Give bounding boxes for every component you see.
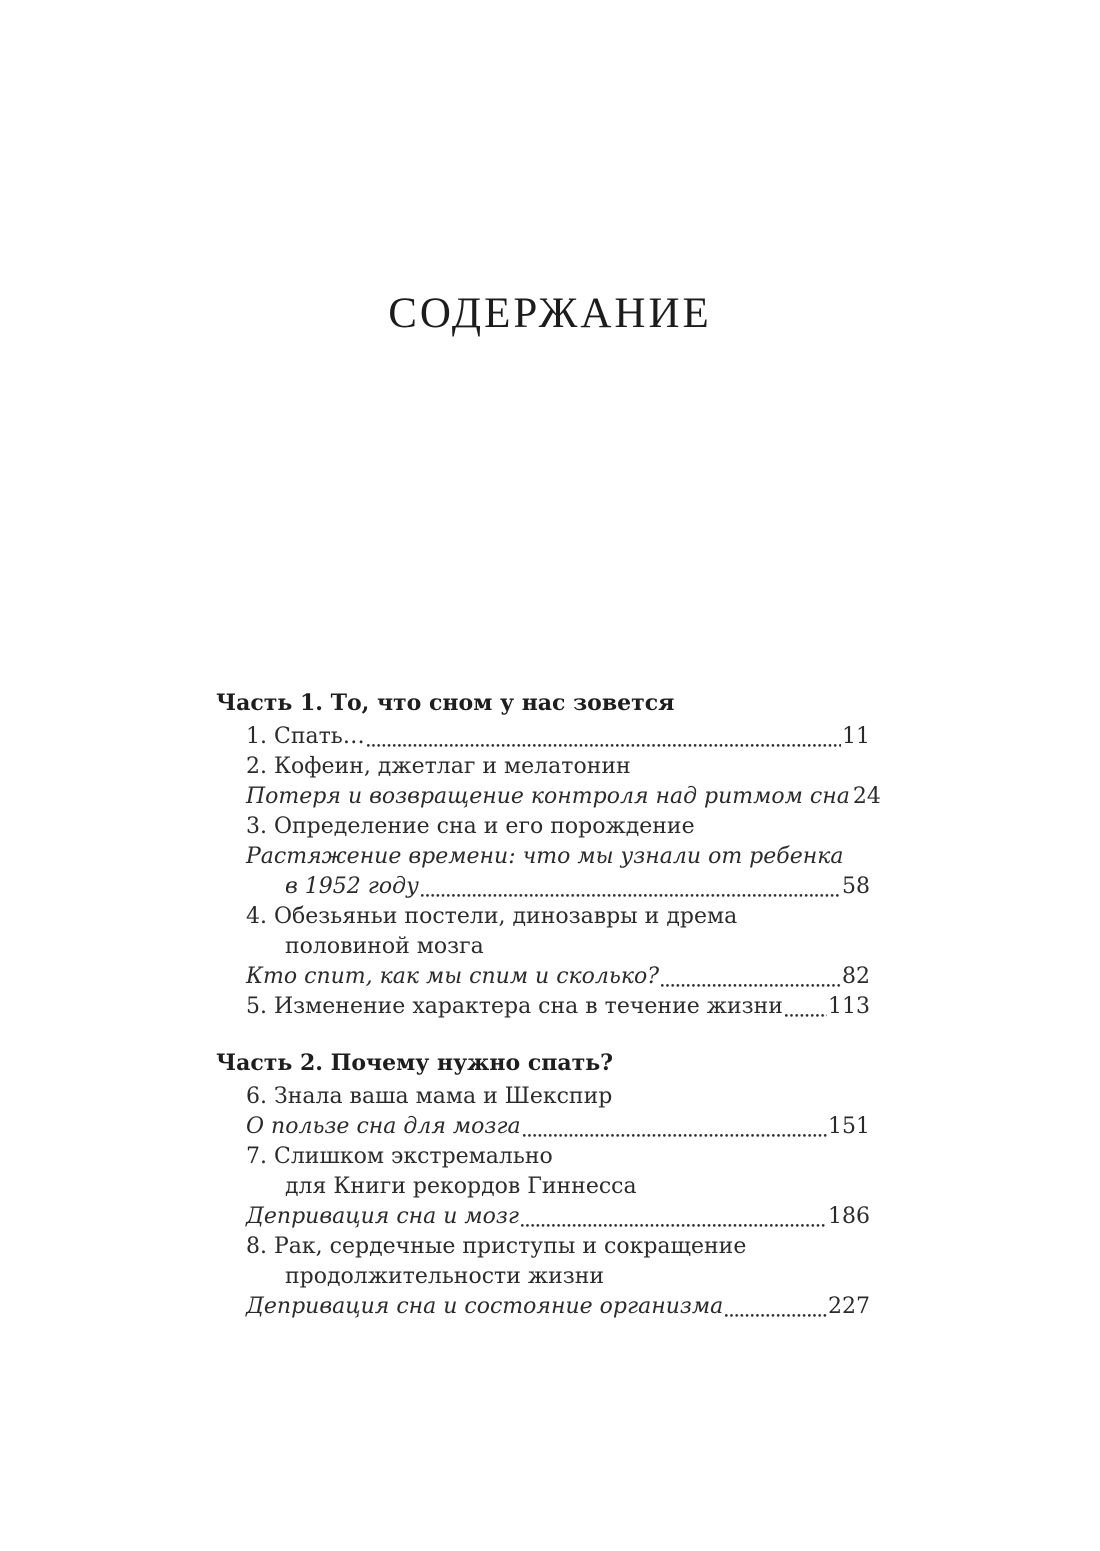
toc: [216, 688, 881, 1322]
toc-page-number: 11: [842, 724, 870, 749]
dot-leader: [421, 894, 841, 897]
toc-page-number: 186: [828, 1204, 870, 1229]
toc-entry: [216, 1082, 870, 1112]
toc-page-number: 82: [842, 964, 870, 989]
toc-page-number: 227: [828, 1294, 870, 1319]
toc-entry: [216, 932, 870, 962]
toc-entry-text: 1. Спать…: [246, 724, 365, 749]
toc-section: [216, 688, 881, 1022]
page-title: СОДЕРЖАНИЕ: [388, 290, 712, 337]
toc-entry-text: 3. Определение сна и его порождение: [246, 814, 695, 839]
dot-leader: [785, 1014, 827, 1017]
toc-entry-text: 6. Знала ваша мама и Шекспир: [246, 1084, 613, 1109]
toc-entry-text: для Книги рекордов Гиннесса: [285, 1174, 637, 1199]
toc-entry: [216, 722, 870, 752]
dot-leader: [367, 744, 841, 747]
toc-entry-text: Растяжение времени: что мы узнали от ребенка: [246, 844, 844, 869]
toc-entry-text: 7. Слишком экстремально: [246, 1144, 553, 1169]
toc-entry: [216, 842, 870, 872]
toc-entry: [216, 1262, 870, 1292]
toc-page-number: 24: [852, 784, 881, 809]
toc-part-header: Часть 2. Почему нужно спать?: [216, 1050, 614, 1076]
toc-entry-text: Депривация сна и мозг: [246, 1204, 520, 1229]
toc-entry: [216, 992, 870, 1022]
toc-entry: [216, 1172, 870, 1202]
toc-entry-text: продолжительности жизни: [285, 1264, 605, 1289]
toc-entry-text: 2. Кофеин, джетлаг и мелатонин: [246, 754, 631, 779]
toc-entry-text: в 1952 году: [285, 874, 419, 899]
toc-entry-text: 8. Рак, сердечные приступы и сокращение: [246, 1234, 747, 1259]
dot-leader: [725, 1314, 827, 1317]
toc-entry: [216, 1292, 870, 1322]
toc-part-header: Часть 1. То, что сном у нас зовется: [216, 690, 675, 716]
toc-entry-text: Кто спит, как мы спим и сколько?: [246, 964, 660, 989]
dot-leader: [521, 1224, 827, 1227]
toc-entry-text: Потеря и возвращение контроля над ритмом сна: [246, 784, 850, 809]
dot-leader: [523, 1134, 827, 1137]
toc-entry: [216, 1142, 870, 1172]
toc-entry-text: Депривация сна и состояние организма: [246, 1294, 724, 1319]
toc-entry: [216, 1232, 870, 1262]
toc-entry-text: О пользе сна для мозга: [246, 1114, 521, 1139]
toc-page-number: 58: [842, 874, 870, 899]
toc-entry-text: 4. Обезьяньи постели, динозавры и дрема: [246, 904, 738, 929]
dot-leader: [661, 984, 841, 987]
toc-entry-text: 5. Изменение характера сна в течение жизни: [246, 994, 783, 1019]
toc-entry: [216, 782, 881, 812]
toc-entry: [216, 962, 870, 992]
toc-page-number: 151: [828, 1114, 870, 1139]
toc-page-number: 113: [828, 994, 870, 1019]
toc-entry: [216, 812, 870, 842]
toc-entry-text: половиной мозга: [285, 934, 484, 959]
toc-entry: [216, 902, 870, 932]
toc-entry: [216, 752, 870, 782]
toc-section: [216, 1048, 870, 1322]
toc-entry: [216, 872, 870, 902]
toc-entry: [216, 1202, 870, 1232]
toc-entry: [216, 1112, 870, 1142]
